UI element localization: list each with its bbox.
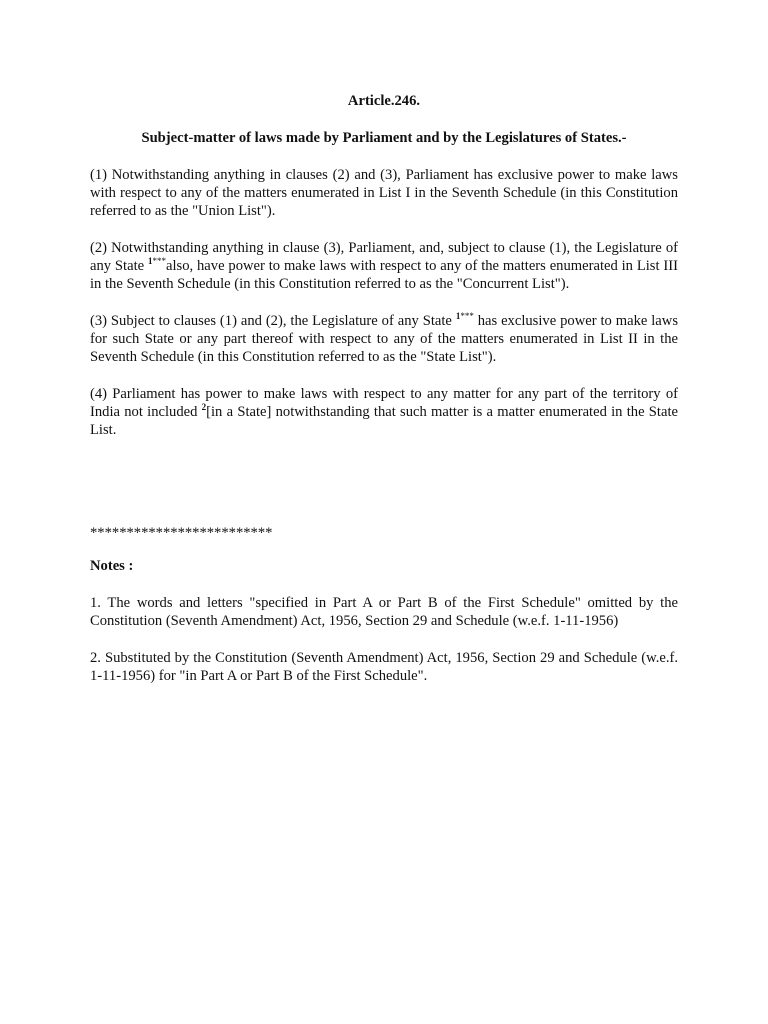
footnote-ref-2: 2 — [201, 402, 207, 412]
footnote-ref-1: 1 — [455, 311, 461, 321]
omission-mark: *** — [152, 256, 166, 266]
clause-2-text-after: also, have power to make laws with respect to any of the matters enumerated in List III in the Seventh Schedule (in this Constitution referred to as the "Concurrent List"). — [90, 258, 678, 292]
clause-2-text-before: (2) Notwithstanding anything in clause (3), Parliament, and, subject to clause (1), the Legislature of any State — [90, 240, 678, 274]
note-1: 1. The words and letters "specified in Part A or Part B of the First Schedule" omitted by the Constitution (Seventh Amendment) Act, 1956, Section 29 and Schedule (w.e.f. 1-11-1956) — [90, 595, 678, 629]
clause-4-text-after: [in a State] notwithstanding that such matter is a matter enumerated in the State List. — [90, 404, 678, 438]
article-heading: Subject-matter of laws made by Parliament and by the Legislatures of States.- — [141, 130, 627, 146]
article-title: Article.246. — [347, 93, 421, 109]
separator: ************************* — [90, 525, 273, 541]
clause-2 — [90, 239, 678, 293]
omission-mark: *** — [460, 311, 474, 321]
footnote-ref-1: 1 — [147, 256, 153, 266]
clause-4 — [90, 385, 678, 439]
document-page — [90, 92, 678, 704]
notes-heading: Notes : — [90, 558, 134, 574]
clause-1: (1) Notwithstanding anything in clauses (2) and (3), Parliament has exclusive power to make laws with respect to any of the matters enumerated in List I in the Seventh Schedule (in this Constitution referred to as the "Union List"). — [90, 167, 678, 219]
clause-3 — [90, 312, 678, 366]
clause-3-text-before: (3) Subject to clauses (1) and (2), the Legislature of any State — [90, 313, 456, 329]
clause-4-text-before: (4) Parliament has power to make laws with respect to any matter for any part of the territory of India not included — [90, 386, 678, 420]
clause-3-text-after: has exclusive power to make laws for such State or any part thereof with respect to any of the matters enumerated in List II in the Seventh Schedule (in this Constitution referred to as the "State List"). — [90, 313, 678, 365]
note-2: 2. Substituted by the Constitution (Seventh Amendment) Act, 1956, Section 29 and Schedule (w.e.f. 1-11-1956) for "in Part A or Part B of the First Schedule". — [90, 650, 678, 684]
